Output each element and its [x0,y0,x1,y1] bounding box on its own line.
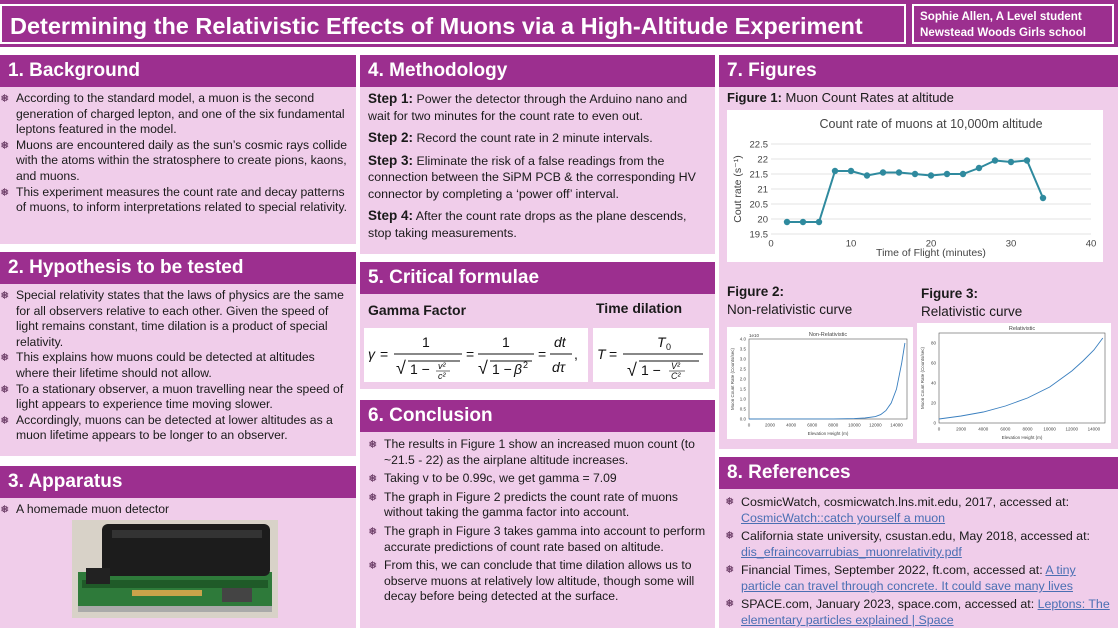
x-tick-label: 10 [845,238,857,250]
data-point [912,171,918,177]
apparatus-list [0,502,350,518]
svg-text:β: β [514,361,522,377]
author-name: Sophie Allen, A Level student [920,10,1082,23]
svg-text:1: 1 [502,334,510,350]
x-axis-label: Elevation Height (m) [807,431,849,436]
fig3-caption: Figure 3: Relativistic curve [921,286,1023,319]
list-item: ❅ Financial Times, September 2022, ft.com, accessed at: A tiny particle can travel through concrete. It could save many lives [725,562,1112,594]
list-item: ❅ Taking v to be 0.99c, we get gamma = 7.09 [368,471,707,487]
svg-text:c²: c² [438,371,446,381]
y-tick-label: 20 [930,400,936,406]
background-heading: 1. Background [0,55,356,87]
figures-panel [719,87,1118,449]
data-point [928,172,934,178]
reference-link[interactable]: Leptons: The elementary particles explained | Space [741,597,1110,627]
svg-text:dt: dt [554,334,566,350]
y-tick-label: 21 [757,184,768,196]
data-point [816,219,822,225]
list-item: ❅ Accordingly, muons can be detected at lower altitudes as a muon lifetime appears to be longer to an observer. [0,413,350,444]
svg-text:√: √ [396,358,406,378]
fig2-caption: Figure 2: Non-relativistic curve [727,284,853,317]
reference-link[interactable]: CosmicWatch::catch yourself a muon [741,511,946,525]
x-tick-label: 12000 [869,422,882,428]
x-tick-label: 8000 [1022,426,1033,432]
dilation-formula [593,328,709,382]
x-tick-label: 40 [1085,238,1097,250]
list-item: ❅ To a stationary observer, a muon travelling near the speed of light appears to experience time moving slower. [0,382,350,413]
references-heading: 8. References [719,457,1118,489]
list-item: ❅ Special relativity states that the laws of physics are the same for all observers relative to each other. Given the speed of light remains constant, time dilation is a product of special relativity. [0,288,350,350]
y-tick-label: 20.5 [749,199,768,211]
x-tick-label: 6000 [807,422,818,428]
svg-text:1: 1 [422,334,430,350]
plot-frame [939,333,1105,423]
data-point [784,219,790,225]
y-tick-label: 22.5 [749,139,768,151]
methodology-heading: 4. Methodology [360,55,715,87]
x-tick-label: 10000 [848,422,861,428]
data-point [896,169,902,175]
conclusion-panel [360,432,715,628]
x-tick-label: 6000 [1000,426,1011,432]
list-item: ❅ From this, we can conclude that time dilation allows us to observe muons at relatively low altitude, though some will decay before being detected at the surface. [368,558,707,605]
muon-detector-photo [72,520,278,618]
list-item: ❅ Muons are encountered daily as the sun’s cosmic rays collide with the atoms within the stratosphere to create pions, kaons, and muons. [0,138,350,185]
conclusion-heading: 6. Conclusion [360,400,715,432]
svg-text:0: 0 [666,342,672,352]
x-tick-label: 0 [747,422,751,428]
hypothesis-heading: 2. Hypothesis to be tested [0,252,356,284]
x-tick-label: 2000 [765,422,776,428]
series-line [787,161,1043,223]
y-tick-label: 0.5 [739,406,746,412]
formulae-heading: 5. Critical formulae [360,262,715,294]
hypothesis-list [0,288,350,444]
figure1-chart [727,110,1103,262]
x-tick-label: 14000 [890,422,903,428]
svg-text:C²: C² [671,371,681,381]
list-item: ❅ A homemade muon detector [0,502,350,518]
step-3: Step 3: Eliminate the risk of a false readings from the connection between the SiPM PCB & the corresponding HV connector by completing a ‘power off’ interval. [368,152,696,201]
y-tick-label: 21.5 [749,169,768,181]
x-tick-label: 10000 [1043,426,1056,432]
y-tick-label: 2.0 [739,376,746,382]
svg-text:1 −: 1 − [492,361,512,377]
methodology-panel [360,87,715,254]
list-item: ❅ The graph in Figure 3 takes gamma into account to perform accurate predictions of count rate based on altitude. [368,524,707,555]
svg-text:,: , [574,346,578,362]
x-tick-label: 30 [1005,238,1017,250]
data-point [880,169,886,175]
poster-title: Determining the Relativistic Effects of Muons via a High-Altitude Experiment [0,4,906,44]
step-1: Step 1: Power the detector through the Arduino nano and wait for two minutes for the count rate to even out. [368,91,688,123]
data-point [1040,195,1046,201]
list-item: ❅ CosmicWatch, cosmicwatch.lns.mit.edu, 2017, accessed at: CosmicWatch::catch yourself a muon [725,494,1112,526]
y-tick-label: 80 [930,340,936,346]
y-tick-label: 0.0 [739,416,746,422]
data-point [800,219,806,225]
list-item: ❅ According to the standard model, a muon is the second generation of charged lepton, and one of the six fundamental leptons featured in the model. [0,91,350,138]
exponent-label: 1e10 [749,333,760,338]
svg-text:V²: V² [671,361,680,371]
chart-title: Relativistic [1008,326,1036,332]
figure3-chart [917,323,1111,443]
conclusion-list [368,437,707,605]
x-tick-label: 2000 [956,426,967,432]
x-axis-label: Elevation Height (m) [1001,435,1043,440]
y-tick-label: 22 [757,154,768,166]
chart-title: Non-Relativistic [808,332,848,338]
school-name: Newstead Woods Girls school [920,26,1086,39]
y-tick-label: 4.0 [739,336,746,342]
svg-text:1 −: 1 − [410,361,430,377]
list-item: ❅ This explains how muons could be detected at altitudes where their lifetime should not allow. [0,350,350,381]
y-tick-label: 3.0 [739,356,746,362]
plot-frame [749,339,907,419]
reference-link[interactable]: A tiny particle can travel through concrete. It could save many lives [741,563,1076,593]
apparatus-panel [0,498,356,628]
background-panel [0,87,356,244]
x-tick-label: 0 [937,426,941,432]
svg-text:√: √ [478,358,488,378]
svg-text:=: = [466,346,475,362]
series-line [749,343,905,419]
svg-text:v²: v² [438,361,446,371]
data-point [1008,159,1014,165]
svg-text:dτ: dτ [552,359,566,375]
data-point [960,171,966,177]
references-list [725,494,1112,628]
step-4: Step 4: After the count rate drops as the plane descends, stop taking measurements. [368,208,687,240]
x-tick-label: 14000 [1087,426,1101,432]
y-tick-label: 60 [930,360,936,366]
references-panel [719,489,1118,628]
formulae-panel [360,294,715,389]
x-tick-label: 0 [768,238,774,250]
svg-text:1 −: 1 − [641,362,661,378]
data-point [992,157,998,163]
y-tick-label: 40 [930,380,936,386]
x-axis-label: Time of Flight (minutes) [876,247,986,259]
svg-text:T: T [597,346,606,362]
x-tick-label: 4000 [786,422,797,428]
apparatus-heading: 3. Apparatus [0,466,356,498]
reference-link[interactable]: dis_efraincovarrubias_muonrelativity.pdf [741,545,962,559]
data-point [848,168,854,174]
data-point [1024,157,1030,163]
y-axis-label: Muon Count Rate (Counts/sec) [920,346,925,410]
data-point [944,171,950,177]
chart-title: Count rate of muons at 10,000m altitude [819,117,1043,131]
svg-text:T: T [657,334,666,350]
step-2: Step 2: Record the count rate in 2 minute intervals. [368,130,653,145]
background-list [0,91,350,216]
series-line [939,338,1103,419]
hypothesis-panel [0,284,356,456]
list-item: ❅ SPACE.com, January 2023, space.com, accessed at: Leptons: The elementary particles explained | Space [725,596,1112,628]
y-tick-label: 1.0 [739,396,746,402]
x-tick-label: 20 [925,238,937,250]
dilation-label: Time dilation [596,300,683,316]
y-tick-label: 3.5 [739,346,746,352]
x-tick-label: 4000 [978,426,989,432]
y-axis-label: Cout rate (s⁻¹) [732,155,744,223]
list-item: ❅ California state university, csustan.edu, May 2018, accessed at: dis_efraincovarrubias_muonrelativity.pdf [725,528,1112,560]
y-tick-label: 20 [757,214,768,226]
data-point [832,168,838,174]
x-tick-label: 12000 [1065,426,1079,432]
svg-text:2: 2 [523,360,529,370]
y-tick-label: 2.5 [739,366,746,372]
data-point [976,165,982,171]
y-tick-label: 0 [933,420,936,426]
y-tick-label: 1.5 [739,386,746,392]
x-tick-label: 8000 [828,422,839,428]
fig1-caption: Figure 1: Muon Count Rates at altitude [727,90,954,105]
y-tick-label: 19.5 [749,229,768,241]
list-item: ❅ This experiment measures the count rate and decay patterns of muons, to inform interpretations related to special relativity. [0,185,350,216]
gamma-formula [364,328,588,382]
list-item: ❅ The results in Figure 1 show an increased muon count (to ~21.5 - 22) as the airplane altitude increases. [368,437,707,468]
figure2-chart [727,327,913,439]
figures-heading: 7. Figures [719,55,1118,87]
gamma-label: Gamma Factor [368,302,467,318]
data-point [864,172,870,178]
y-axis-label: Muon Count Rate (Counts/sec) [730,347,735,411]
list-item: ❅ The graph in Figure 2 predicts the count rate of muons without taking the gamma factor into account. [368,490,707,521]
svg-text:=: = [380,346,389,362]
svg-text:=: = [609,346,618,362]
author-box [912,4,1114,44]
svg-text:γ: γ [368,346,375,362]
svg-text:=: = [538,346,547,362]
svg-text:√: √ [627,360,637,380]
